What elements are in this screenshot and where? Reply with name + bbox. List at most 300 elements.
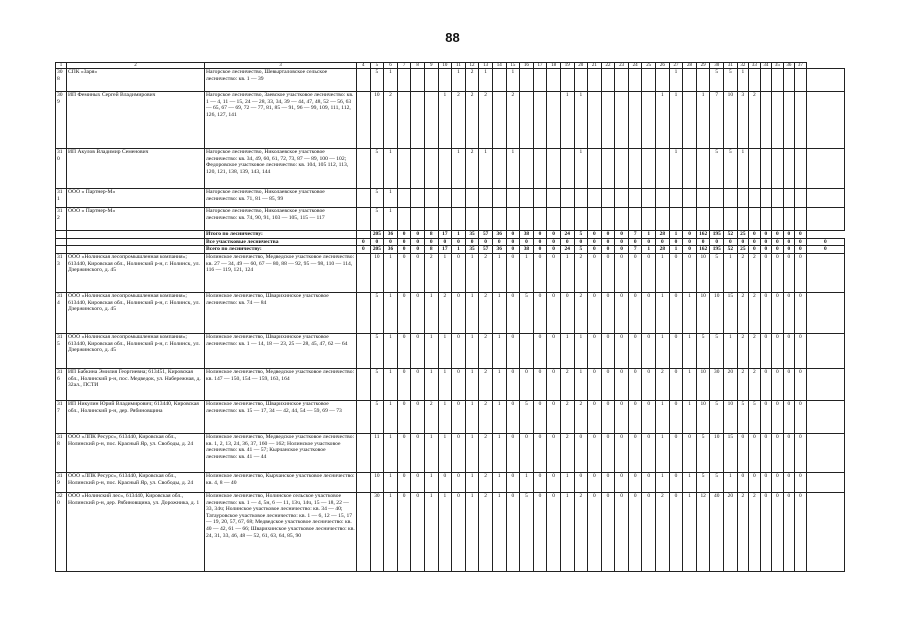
value-cell xyxy=(710,208,724,231)
value-cell xyxy=(783,149,795,189)
value-cell: 0 xyxy=(760,433,772,472)
value-cell xyxy=(411,92,425,149)
organization-name: ИП Феминых Сергей Владимирович xyxy=(67,92,205,149)
value-cell xyxy=(783,189,795,208)
value-cell: 12 xyxy=(696,492,710,571)
row-number: 317 xyxy=(56,400,67,433)
value-cell xyxy=(628,189,642,208)
value-cell: 1 xyxy=(683,400,697,433)
value-cell: 2 xyxy=(479,492,493,571)
value-cell xyxy=(696,149,710,189)
value-cell: 5 xyxy=(696,472,710,492)
value-cell: 0 xyxy=(397,433,411,472)
value-cell: 1 xyxy=(683,333,697,368)
total-value-cell: 0 xyxy=(492,238,506,246)
value-cell xyxy=(783,69,795,92)
header-cell: 37 xyxy=(795,63,807,69)
value-cell: 1 xyxy=(465,292,479,333)
value-cell: 0 xyxy=(760,492,772,571)
row-number: 311 xyxy=(56,189,67,208)
value-cell: 0 xyxy=(737,433,749,472)
total-value-cell: 0 xyxy=(588,231,602,239)
header-cell: 35 xyxy=(772,63,784,69)
value-cell xyxy=(357,492,371,571)
value-cell: 5 xyxy=(370,189,384,208)
value-cell: 0 xyxy=(547,253,561,292)
value-cell: 1 xyxy=(424,433,438,472)
value-cell: 0 xyxy=(783,400,795,433)
value-cell: 2 xyxy=(479,333,493,368)
totals-row xyxy=(56,246,845,254)
value-cell: 1 xyxy=(465,472,479,492)
value-cell: 1 xyxy=(669,149,683,189)
value-cell: 0 xyxy=(615,492,629,571)
value-cell: 0 xyxy=(772,292,784,333)
value-cell xyxy=(424,69,438,92)
value-cell xyxy=(783,208,795,231)
organization-name: ИП Никулин Юрий Владимирович; 613440, Кировская обл., Нолинский р-н, дер. Рябиновщина xyxy=(67,400,205,433)
total-value-cell: 0 xyxy=(560,238,574,246)
organization-name xyxy=(67,238,205,246)
value-cell: 1 xyxy=(574,333,588,368)
value-cell: 1 xyxy=(520,253,534,292)
value-cell xyxy=(411,149,425,189)
total-value-cell: 0 xyxy=(601,246,615,254)
header-cell: 1 xyxy=(56,63,67,69)
totals-label: Итого по лесничеству: xyxy=(205,231,357,239)
total-value-cell: 1 xyxy=(642,231,656,239)
forest-location: Нолинское лесничество, Шварихинское участковое лесничество: кв. 74 — 84 xyxy=(205,292,357,333)
table-row xyxy=(56,92,845,149)
value-cell: 0 xyxy=(795,368,807,400)
value-cell: 0 xyxy=(772,472,784,492)
value-cell: 1 xyxy=(479,149,493,189)
value-cell xyxy=(560,189,574,208)
total-value-cell: 0 xyxy=(772,231,784,239)
value-cell xyxy=(737,208,749,231)
row-number: 316 xyxy=(56,368,67,400)
value-cell: 0 xyxy=(506,433,520,472)
value-cell xyxy=(533,149,547,189)
totals-label: Все участковые лесничества xyxy=(205,238,357,246)
value-cell xyxy=(438,69,452,92)
value-cell: 2 xyxy=(479,292,493,333)
value-cell: 1 xyxy=(384,433,398,472)
value-cell: 0 xyxy=(642,333,656,368)
value-cell: 0 xyxy=(783,472,795,492)
value-cell: 2 xyxy=(749,492,761,571)
value-cell: 0 xyxy=(547,433,561,472)
value-cell: 0 xyxy=(438,472,452,492)
value-cell xyxy=(601,149,615,189)
value-cell: 2 xyxy=(479,253,493,292)
table-row xyxy=(56,253,845,292)
header-cell: 31 xyxy=(724,63,738,69)
value-cell: 0 xyxy=(588,333,602,368)
value-cell: 0 xyxy=(452,333,466,368)
total-value-cell: 52 xyxy=(724,246,738,254)
value-cell: 1 xyxy=(656,472,670,492)
value-cell: 2 xyxy=(656,368,670,400)
value-cell: 0 xyxy=(601,400,615,433)
value-cell xyxy=(749,208,761,231)
value-cell: 5 xyxy=(737,400,749,433)
value-cell xyxy=(547,149,561,189)
total-value-cell: 0 xyxy=(737,238,749,246)
value-cell: 2 xyxy=(424,400,438,433)
value-cell: 10 xyxy=(710,433,724,472)
total-value-cell: 195 xyxy=(710,231,724,239)
value-cell xyxy=(669,208,683,231)
value-cell: 1 xyxy=(424,492,438,571)
value-cell: 1 xyxy=(384,292,398,333)
value-cell: 30 xyxy=(710,368,724,400)
value-cell: 2 xyxy=(737,333,749,368)
header-cell: 22 xyxy=(601,63,615,69)
value-cell: 5 xyxy=(370,149,384,189)
value-cell: 0 xyxy=(547,368,561,400)
total-value-cell: 57 xyxy=(479,246,493,254)
table-row xyxy=(56,492,845,571)
value-cell xyxy=(628,69,642,92)
value-cell: 2 xyxy=(560,400,574,433)
value-cell xyxy=(656,149,670,189)
header-cell: 4 xyxy=(357,63,371,69)
total-value-cell: 0 xyxy=(397,231,411,239)
value-cell: 1 xyxy=(574,92,588,149)
value-cell: 1 xyxy=(506,69,520,92)
value-cell: 0 xyxy=(547,492,561,571)
value-cell: 0 xyxy=(642,292,656,333)
value-cell: 0 xyxy=(588,492,602,571)
value-cell: 1 xyxy=(724,472,738,492)
value-cell xyxy=(452,189,466,208)
value-cell: 2 xyxy=(479,400,493,433)
value-cell xyxy=(806,433,844,472)
total-value-cell: 0 xyxy=(615,231,629,239)
value-cell xyxy=(710,189,724,208)
value-cell: 1 xyxy=(560,253,574,292)
value-cell xyxy=(795,189,807,208)
value-cell: 1 xyxy=(574,149,588,189)
value-cell: 5 xyxy=(520,492,534,571)
total-value-cell: 0 xyxy=(533,238,547,246)
value-cell: 1 xyxy=(438,92,452,149)
value-cell xyxy=(357,189,371,208)
value-cell: 5 xyxy=(370,368,384,400)
value-cell xyxy=(533,69,547,92)
value-cell: 1 xyxy=(656,433,670,472)
value-cell xyxy=(397,208,411,231)
value-cell: 5 xyxy=(710,253,724,292)
total-value-cell: 0 xyxy=(479,238,493,246)
value-cell xyxy=(479,189,493,208)
value-cell: 0 xyxy=(772,433,784,472)
value-cell: 2 xyxy=(574,492,588,571)
total-value-cell: 0 xyxy=(424,238,438,246)
value-cell: 1 xyxy=(438,492,452,571)
total-value-cell: 0 xyxy=(772,238,784,246)
value-cell xyxy=(520,92,534,149)
value-cell xyxy=(696,189,710,208)
value-cell: 0 xyxy=(772,368,784,400)
value-cell xyxy=(642,69,656,92)
total-value-cell: 0 xyxy=(783,246,795,254)
row-number: 310 xyxy=(56,149,67,189)
value-cell: 0 xyxy=(520,433,534,472)
header-cell: 29 xyxy=(696,63,710,69)
row-number: 312 xyxy=(56,208,67,231)
value-cell: 2 xyxy=(737,292,749,333)
value-cell: 0 xyxy=(628,292,642,333)
value-cell xyxy=(357,69,371,92)
value-cell: 5 xyxy=(696,433,710,472)
value-cell xyxy=(683,189,697,208)
value-cell xyxy=(438,189,452,208)
forest-location: Нолинское лесничество, Шварихинское участковое лесничество: кв. 15 — 17, 34 — 42, 44, 54 — 59, 69 — 73 xyxy=(205,400,357,433)
value-cell xyxy=(357,368,371,400)
value-cell: 0 xyxy=(628,492,642,571)
value-cell: 0 xyxy=(795,472,807,492)
value-cell: 2 xyxy=(465,92,479,149)
value-cell: 0 xyxy=(588,253,602,292)
value-cell xyxy=(492,189,506,208)
total-value-cell: 0 xyxy=(588,246,602,254)
value-cell: 5 xyxy=(370,292,384,333)
value-cell: 0 xyxy=(397,400,411,433)
value-cell xyxy=(357,92,371,149)
value-cell xyxy=(628,149,642,189)
value-cell: 1 xyxy=(492,433,506,472)
value-cell: 0 xyxy=(574,433,588,472)
value-cell: 0 xyxy=(628,253,642,292)
organization-name: ООО «Нолинская лесопромышленная компания»; 613440, Кировская обл., Нолинский р-н, г. Нолинск, ул. Дзержинского, д. 45 xyxy=(67,333,205,368)
header-cell: 8 xyxy=(411,63,425,69)
row-number: 308 xyxy=(56,69,67,92)
value-cell: 0 xyxy=(411,400,425,433)
value-cell xyxy=(506,208,520,231)
value-cell: 0 xyxy=(397,492,411,571)
value-cell: 1 xyxy=(492,400,506,433)
total-value-cell: 1 xyxy=(669,246,683,254)
value-cell: 1 xyxy=(424,472,438,492)
total-value-cell: 0 xyxy=(357,238,371,246)
value-cell: 0 xyxy=(533,433,547,472)
value-cell xyxy=(806,368,844,400)
table-row xyxy=(56,433,845,472)
total-value-cell: 52 xyxy=(724,231,738,239)
value-cell xyxy=(795,69,807,92)
value-cell: 0 xyxy=(547,472,561,492)
forest-location: Нолинское лесничество, Шварихинское участковое лесничество: кв. 1 — 14, 18 — 23, 25 — 28, 45, 47, 62 — 64 xyxy=(205,333,357,368)
value-cell: 0 xyxy=(628,400,642,433)
value-cell: 0 xyxy=(411,492,425,571)
value-cell: 0 xyxy=(588,368,602,400)
total-value-cell: 0 xyxy=(749,246,761,254)
total-value-cell: 0 xyxy=(806,238,844,246)
value-cell: 1 xyxy=(384,189,398,208)
value-cell: 0 xyxy=(533,333,547,368)
value-cell: 5 xyxy=(710,472,724,492)
total-value-cell: 0 xyxy=(628,238,642,246)
value-cell xyxy=(520,189,534,208)
value-cell: 0 xyxy=(642,433,656,472)
value-cell: 1 xyxy=(656,253,670,292)
value-cell: 10 xyxy=(370,472,384,492)
value-cell: 1 xyxy=(465,253,479,292)
value-cell: 0 xyxy=(615,368,629,400)
total-value-cell: 0 xyxy=(683,246,697,254)
value-cell: 10 xyxy=(696,253,710,292)
value-cell: 11 xyxy=(370,433,384,472)
value-cell xyxy=(806,92,844,149)
row-number: 318 xyxy=(56,433,67,472)
value-cell xyxy=(574,189,588,208)
value-cell xyxy=(357,149,371,189)
row-number: 309 xyxy=(56,92,67,149)
total-value-cell: 0 xyxy=(696,238,710,246)
table-row xyxy=(56,208,845,231)
forest-location: Нагорское лесничество, Шевырталовское сельское лесничество: кв. 1 — 39 xyxy=(205,69,357,92)
value-cell: 1 xyxy=(492,253,506,292)
value-cell: 0 xyxy=(795,433,807,472)
value-cell: 5 xyxy=(696,333,710,368)
value-cell: 3 xyxy=(737,92,749,149)
value-cell: 0 xyxy=(601,472,615,492)
total-value-cell: 25 xyxy=(737,246,749,254)
value-cell: 0 xyxy=(615,400,629,433)
value-cell xyxy=(601,189,615,208)
header-cell: 16 xyxy=(520,63,534,69)
organization-name: ООО «Нолинская лесопромышленная компания»; 613440, Кировская обл., Нолинский р-н, г. Нолинск, ул. Дзержинского, д. 45 xyxy=(67,253,205,292)
total-value-cell: 1 xyxy=(642,246,656,254)
total-value-cell: 0 xyxy=(411,231,425,239)
header-cell: 28 xyxy=(683,63,697,69)
value-cell: 0 xyxy=(749,472,761,492)
total-value-cell: 7 xyxy=(628,231,642,239)
value-cell: 0 xyxy=(588,292,602,333)
value-cell: 0 xyxy=(506,253,520,292)
header-cell: 9 xyxy=(424,63,438,69)
value-cell: 0 xyxy=(760,253,772,292)
value-cell xyxy=(411,208,425,231)
total-value-cell: 35 xyxy=(465,246,479,254)
total-value-cell: 0 xyxy=(615,238,629,246)
value-cell: 1 xyxy=(724,253,738,292)
value-cell xyxy=(479,208,493,231)
value-cell xyxy=(795,149,807,189)
value-cell xyxy=(397,92,411,149)
value-cell xyxy=(465,189,479,208)
value-cell xyxy=(492,208,506,231)
value-cell: 0 xyxy=(642,368,656,400)
value-cell: 0 xyxy=(783,492,795,571)
header-cell: 15 xyxy=(506,63,520,69)
organization-name: ООО «ЛПК Ресурс», 613440, Кировская обл., Нолинский р-н, пос. Красный Яр, ул. Свободы, д. 24 xyxy=(67,433,205,472)
total-value-cell: 0 xyxy=(574,238,588,246)
value-cell: 10 xyxy=(370,253,384,292)
value-cell: 0 xyxy=(397,253,411,292)
value-cell: 0 xyxy=(411,433,425,472)
value-cell: 0 xyxy=(772,253,784,292)
value-cell: 1 xyxy=(384,492,398,571)
organization-name: ООО «Нолинская лесопромышленная компания»; 613440, Кировская обл., Нолинский р-н, г. Нолинск, ул. Дзержинского, д. 45 xyxy=(67,292,205,333)
value-cell: 1 xyxy=(683,292,697,333)
total-value-cell: 0 xyxy=(533,231,547,239)
value-cell: 2 xyxy=(479,368,493,400)
value-cell xyxy=(424,208,438,231)
value-cell xyxy=(438,208,452,231)
total-value-cell: 0 xyxy=(656,238,670,246)
value-cell: 0 xyxy=(506,472,520,492)
value-cell: 1 xyxy=(438,333,452,368)
value-cell: 0 xyxy=(452,368,466,400)
total-value-cell: 205 xyxy=(370,246,384,254)
value-cell: 1 xyxy=(669,92,683,149)
value-cell: 0 xyxy=(601,292,615,333)
value-cell xyxy=(772,208,784,231)
value-cell: 0 xyxy=(615,253,629,292)
header-cell: 14 xyxy=(492,63,506,69)
value-cell: 1 xyxy=(520,472,534,492)
value-cell xyxy=(669,189,683,208)
value-cell: 5 xyxy=(710,333,724,368)
value-cell xyxy=(397,149,411,189)
header-cell: 32 xyxy=(737,63,749,69)
value-cell xyxy=(601,208,615,231)
total-value-cell: 36 xyxy=(492,231,506,239)
total-value-cell: 0 xyxy=(411,246,425,254)
value-cell: 0 xyxy=(615,333,629,368)
row-number: 314 xyxy=(56,292,67,333)
value-cell: 0 xyxy=(601,433,615,472)
value-cell: 0 xyxy=(795,292,807,333)
value-cell: 1 xyxy=(424,292,438,333)
value-cell: 0 xyxy=(411,472,425,492)
value-cell xyxy=(683,92,697,149)
row-number xyxy=(56,246,67,254)
value-cell xyxy=(772,92,784,149)
value-cell xyxy=(806,333,844,368)
value-cell: 1 xyxy=(384,149,398,189)
total-value-cell: 0 xyxy=(547,238,561,246)
value-cell xyxy=(806,149,844,189)
value-cell: 0 xyxy=(760,368,772,400)
value-cell: 0 xyxy=(615,433,629,472)
row-number: 320 xyxy=(56,492,67,571)
value-cell xyxy=(411,69,425,92)
header-cell: 33 xyxy=(749,63,761,69)
value-cell xyxy=(492,69,506,92)
row-number: 315 xyxy=(56,333,67,368)
organization-name: ООО «Нолинский лес», 613440, Кировская обл., Нолинский р-н, дер. Рябиновщина, ул. Дорожника, д. 1 xyxy=(67,492,205,571)
value-cell xyxy=(520,208,534,231)
value-cell: 1 xyxy=(384,368,398,400)
header-cell: 3 xyxy=(205,63,357,69)
total-value-cell: 0 xyxy=(783,231,795,239)
value-cell xyxy=(642,189,656,208)
value-cell xyxy=(806,69,844,92)
value-cell: 10 xyxy=(696,368,710,400)
value-cell: 0 xyxy=(783,433,795,472)
organization-name: ООО « Партнер-М» xyxy=(67,208,205,231)
total-value-cell: 0 xyxy=(760,231,772,239)
value-cell xyxy=(452,208,466,231)
value-cell xyxy=(357,333,371,368)
value-cell: 2 xyxy=(749,253,761,292)
value-cell xyxy=(357,253,371,292)
value-cell: 2 xyxy=(574,400,588,433)
